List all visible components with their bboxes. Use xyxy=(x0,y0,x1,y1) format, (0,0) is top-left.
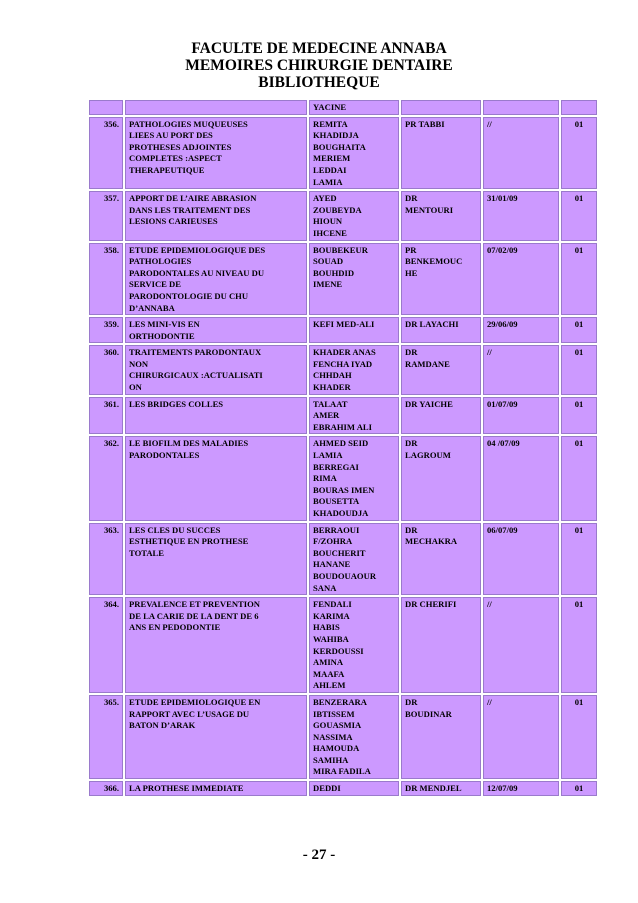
thesis-authors-line: IMENE xyxy=(313,279,343,290)
thesis-authors-line: MERIEM xyxy=(313,153,351,164)
thesis-authors-line: BERREGAI xyxy=(313,461,359,472)
thesis-director-line: RAMDANE xyxy=(405,358,450,369)
thesis-title-line: TOTALE xyxy=(129,547,165,558)
table-row xyxy=(89,243,597,316)
thesis-authors-line: DEDDI xyxy=(313,783,341,794)
thesis-authors-line: HIOUN xyxy=(313,216,343,227)
thesis-title-line: PROTHESES ADJOINTES xyxy=(129,141,232,152)
thesis-number: 364. xyxy=(89,597,123,693)
thesis-title-line: TRAITEMENTS PARODONTAUX xyxy=(129,347,262,358)
thesis-authors xyxy=(309,597,399,693)
copy-count: 01 xyxy=(561,523,597,596)
thesis-title xyxy=(125,695,307,779)
thesis-authors xyxy=(309,781,399,796)
thesis-authors xyxy=(309,317,399,343)
thesis-authors-line: SANA xyxy=(313,582,337,593)
thesis-title-line: LIEES AU PORT DES xyxy=(129,130,213,141)
thesis-authors-line: LAMIA xyxy=(313,176,343,187)
thesis-director xyxy=(401,243,481,316)
copy-count: 01 xyxy=(561,436,597,520)
thesis-title-line: APPORT DE L’AIRE ABRASION xyxy=(129,193,257,204)
thesis-authors-line: HANANE xyxy=(313,559,351,570)
thesis-director xyxy=(401,117,481,190)
thesis-date: 07/02/09 xyxy=(483,243,559,316)
thesis-director-line: BENKEMOUC xyxy=(405,256,463,267)
thesis-date: 06/07/09 xyxy=(483,523,559,596)
thesis-title-line: LES BRIDGES COLLES xyxy=(129,398,224,409)
thesis-authors-line: FENCHA IYAD xyxy=(313,358,373,369)
thesis-director xyxy=(401,523,481,596)
thesis-authors-line: SOUAD xyxy=(313,256,344,267)
table-row xyxy=(89,397,597,435)
thesis-director-line: DR xyxy=(405,438,418,449)
theses-table xyxy=(87,98,599,798)
thesis-title-line: DANS LES TRAITEMENT DES xyxy=(129,204,251,215)
thesis-director xyxy=(401,436,481,520)
thesis-authors-line: HABIS xyxy=(313,622,340,633)
thesis-authors-line: REMITA xyxy=(313,118,348,129)
thesis-number: 357. xyxy=(89,191,123,240)
table-row xyxy=(89,695,597,779)
thesis-authors-line: AMINA xyxy=(313,657,344,668)
thesis-date: 04 /07/09 xyxy=(483,436,559,520)
thesis-authors-line: LAMIA xyxy=(313,450,343,461)
thesis-authors-line: KHADOUDJA xyxy=(313,508,369,518)
thesis-number: 356. xyxy=(89,117,123,190)
thesis-authors-line: CHHDAH xyxy=(313,370,352,381)
thesis-title-line: THERAPEUTIQUE xyxy=(129,164,205,175)
copy-count: 01 xyxy=(561,117,597,190)
thesis-director-line: DR CHERIFI xyxy=(405,599,457,610)
copy-count: 01 xyxy=(561,397,597,435)
thesis-title xyxy=(125,345,307,394)
thesis-number: 366. xyxy=(89,781,123,796)
thesis-title-line: NON xyxy=(129,358,149,369)
thesis-authors-line: BOUBEKEUR xyxy=(313,244,368,255)
copy-count: 01 xyxy=(561,191,597,240)
thesis-title-line: ANS EN PEDODONTIE xyxy=(129,622,221,633)
table-row xyxy=(89,191,597,240)
thesis-title xyxy=(125,191,307,240)
thesis-director xyxy=(401,781,481,796)
thesis-director xyxy=(401,695,481,779)
thesis-director-line: DR xyxy=(405,696,418,707)
thesis-authors-line: BERRAOUI xyxy=(313,524,360,535)
copy-count: 01 xyxy=(561,345,597,394)
thesis-director-line: LAGROUM xyxy=(405,450,451,461)
thesis-authors-line: ZOUBEYDA xyxy=(313,204,362,215)
thesis-title-line: LES MINI-VIS EN xyxy=(129,319,200,330)
thesis-authors-line: WAHIBA xyxy=(313,633,349,644)
copy-count: 01 xyxy=(561,597,597,693)
thesis-authors-line: AHLEM xyxy=(313,680,346,691)
thesis-title-line: CHIRURGICAUX :ACTUALISATI xyxy=(129,370,263,381)
thesis-authors-line: FENDALI xyxy=(313,599,352,610)
thesis-title-line: D’ANNABA xyxy=(129,302,175,313)
thesis-authors-line: AMER xyxy=(313,410,340,421)
thesis-title xyxy=(125,781,307,796)
thesis-director-line: DR xyxy=(405,347,418,358)
thesis-authors xyxy=(309,345,399,394)
thesis-title-line: SERVICE DE xyxy=(129,279,181,290)
thesis-authors-line: BOUHDID xyxy=(313,267,355,278)
thesis-director-line: MENTOURI xyxy=(405,204,454,215)
copy-count: 01 xyxy=(561,317,597,343)
thesis-authors-line: KHADIDJA xyxy=(313,130,359,141)
thesis-title xyxy=(125,317,307,343)
thesis-title xyxy=(125,117,307,190)
thesis-authors xyxy=(309,191,399,240)
thesis-director-line: DR xyxy=(405,193,418,204)
thesis-date: // xyxy=(483,695,559,779)
thesis-number xyxy=(89,100,123,115)
thesis-director-line: PR xyxy=(405,244,417,255)
table-row xyxy=(89,436,597,520)
thesis-authors xyxy=(309,100,399,115)
thesis-authors-line: TALAAT xyxy=(313,398,348,409)
thesis-title xyxy=(125,100,307,115)
thesis-title-line: PARODONTALES xyxy=(129,450,200,461)
thesis-director-line: PR TABBI xyxy=(405,118,445,129)
thesis-number: 360. xyxy=(89,345,123,394)
thesis-authors xyxy=(309,117,399,190)
thesis-title-line: ORTHODONTIE xyxy=(129,330,195,341)
table-row xyxy=(89,317,597,343)
thesis-director xyxy=(401,317,481,343)
thesis-authors-line: AYED xyxy=(313,193,337,204)
thesis-authors-line: AHMED SEID xyxy=(313,438,369,449)
thesis-title-line: PATHOLOGIES xyxy=(129,256,192,267)
table-row xyxy=(89,117,597,190)
table-row xyxy=(89,345,597,394)
thesis-date: 12/07/09 xyxy=(483,781,559,796)
thesis-date: // xyxy=(483,597,559,693)
thesis-title-line: ESTHETIQUE EN PROTHESE xyxy=(129,536,249,547)
thesis-title-line: PARODONTALES AU NIVEAU DU xyxy=(129,267,265,278)
thesis-authors-line: KHADER xyxy=(313,382,351,393)
thesis-authors-line: MAAFA xyxy=(313,668,345,679)
thesis-authors-line: BENZERARA xyxy=(313,696,367,707)
thesis-number: 365. xyxy=(89,695,123,779)
copy-count: 01 xyxy=(561,243,597,316)
page-number: - 27 - xyxy=(302,847,336,863)
thesis-title-line: LA PROTHESE IMMEDIATE xyxy=(129,783,244,794)
thesis-director-line: DR LAYACHI xyxy=(405,319,459,330)
thesis-authors-line: BOURAS IMEN xyxy=(313,484,375,495)
thesis-title xyxy=(125,397,307,435)
thesis-date: // xyxy=(483,117,559,190)
thesis-number: 363. xyxy=(89,523,123,596)
copy-count xyxy=(561,100,597,115)
thesis-date: 31/01/09 xyxy=(483,191,559,240)
thesis-authors-line: EBRAHIM ALI xyxy=(313,421,372,432)
copy-count: 01 xyxy=(561,695,597,779)
thesis-director-line: DR xyxy=(405,524,418,535)
library-title: BIBLIOTHEQUE xyxy=(258,74,380,91)
thesis-director-line: HE xyxy=(405,267,418,278)
thesis-authors xyxy=(309,243,399,316)
thesis-title-line: LESIONS CARIEUSES xyxy=(129,216,218,227)
thesis-title-line: PARODONTOLOGIE DU CHU xyxy=(129,290,249,301)
table-row xyxy=(89,100,597,115)
thesis-date: 01/07/09 xyxy=(483,397,559,435)
thesis-number: 361. xyxy=(89,397,123,435)
thesis-director-line: MECHAKRA xyxy=(405,536,458,547)
thesis-director xyxy=(401,597,481,693)
copy-count: 01 xyxy=(561,781,597,796)
thesis-authors-line: IHCENE xyxy=(313,227,347,238)
thesis-title xyxy=(125,243,307,316)
thesis-date: 29/06/09 xyxy=(483,317,559,343)
thesis-authors-line: MIRA FADILA xyxy=(313,766,371,777)
thesis-director-line: BOUDINAR xyxy=(405,708,452,719)
thesis-title-line: LES CLES DU SUCCES xyxy=(129,524,221,535)
thesis-authors-line: RIMA xyxy=(313,473,337,484)
theses-title: MEMOIRES CHIRURGIE DENTAIRE xyxy=(185,57,453,74)
thesis-authors-line: KHADER ANAS xyxy=(313,347,376,358)
thesis-number: 358. xyxy=(89,243,123,316)
thesis-title xyxy=(125,523,307,596)
thesis-authors xyxy=(309,523,399,596)
thesis-director xyxy=(401,191,481,240)
table-row xyxy=(89,597,597,693)
thesis-date xyxy=(483,100,559,115)
thesis-authors-line: BOUGHAITA xyxy=(313,141,366,152)
thesis-director xyxy=(401,345,481,394)
thesis-authors-line: IBTISSEM xyxy=(313,708,355,719)
thesis-director-line: DR YAICHE xyxy=(405,398,453,409)
thesis-authors-line: F/ZOHRA xyxy=(313,536,353,547)
thesis-title-line: PREVALENCE ET PREVENTION xyxy=(129,599,261,610)
thesis-number: 362. xyxy=(89,436,123,520)
thesis-title-line: BATON D’ARAK xyxy=(129,720,196,731)
table-row xyxy=(89,523,597,596)
thesis-authors-line: LEDDAI xyxy=(313,164,347,175)
thesis-authors-line: BOUSETTA xyxy=(313,496,360,507)
thesis-authors xyxy=(309,695,399,779)
thesis-director xyxy=(401,100,481,115)
thesis-title-line: PATHOLOGIES MUQUEUSES xyxy=(129,118,248,129)
thesis-authors-line: HAMOUDA xyxy=(313,743,360,754)
thesis-director-line: DR MENDJEL xyxy=(405,783,462,794)
thesis-title xyxy=(125,597,307,693)
thesis-title-line: LE BIOFILM DES MALADIES xyxy=(129,438,249,449)
thesis-authors-line: SAMIHA xyxy=(313,754,349,765)
thesis-authors-line: KEFI MED-ALI xyxy=(313,319,375,330)
thesis-title-line: ETUDE EPIDEMIOLOGIQUE DES xyxy=(129,244,266,255)
thesis-authors-line: KERDOUSSI xyxy=(313,645,364,656)
thesis-director xyxy=(401,397,481,435)
thesis-date: // xyxy=(483,345,559,394)
thesis-number: 359. xyxy=(89,317,123,343)
thesis-authors-line: KARIMA xyxy=(313,610,350,621)
thesis-title-line: RAPPORT AVEC L’USAGE DU xyxy=(129,708,250,719)
thesis-authors xyxy=(309,436,399,520)
thesis-authors-line: BOUDOUAOUR xyxy=(313,570,377,581)
table-row xyxy=(89,781,597,796)
thesis-title xyxy=(125,436,307,520)
thesis-title-line: DE LA CARIE DE LA DENT DE 6 xyxy=(129,610,259,621)
thesis-authors-line: YACINE xyxy=(313,102,347,112)
thesis-title-line: ON xyxy=(129,382,142,393)
thesis-title-line: ETUDE EPIDEMIOLOGIQUE EN xyxy=(129,696,261,707)
thesis-authors-line: GOUASMIA xyxy=(313,720,362,731)
thesis-title-line: COMPLETES :ASPECT xyxy=(129,153,222,164)
document-header xyxy=(0,40,638,91)
thesis-authors-line: NASSIMA xyxy=(313,731,353,742)
thesis-authors xyxy=(309,397,399,435)
faculty-title: FACULTE DE MEDECINE ANNABA xyxy=(191,40,447,57)
thesis-authors-line: BOUCHERIT xyxy=(313,547,366,558)
